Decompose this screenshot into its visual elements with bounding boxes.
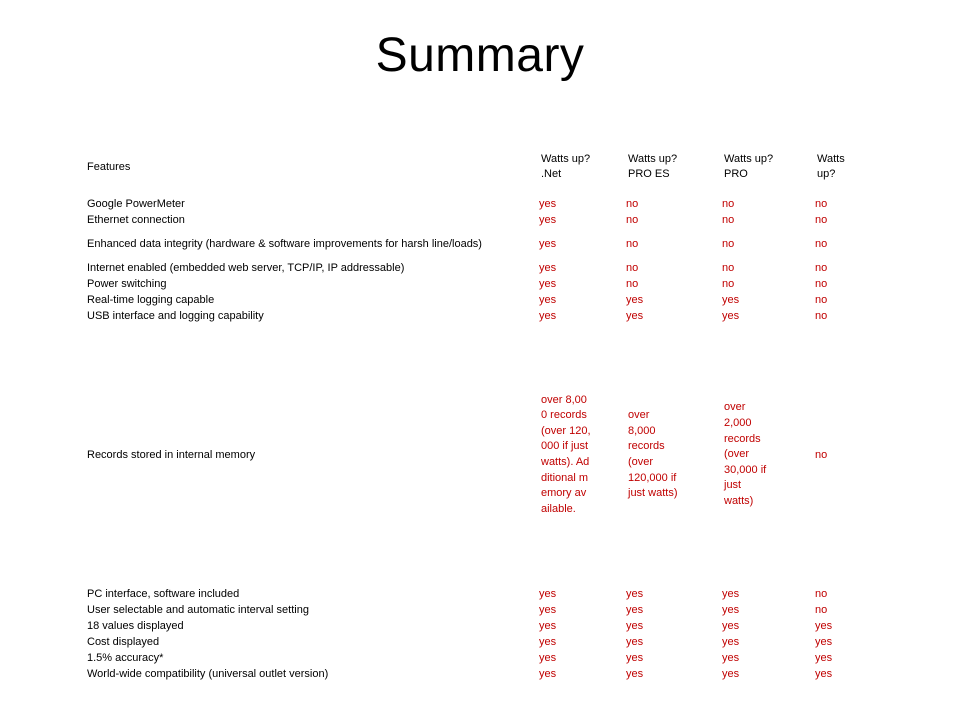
feature-label: Real-time logging capable: [87, 294, 215, 306]
table-row: [84, 292, 872, 308]
value-pro: yes: [722, 636, 740, 648]
value-pro: yes: [722, 310, 740, 322]
header-col-pro-es-label: Watts up? PRO ES: [628, 153, 678, 180]
value-pro: yes: [722, 620, 740, 632]
table-row: [84, 634, 872, 650]
header-col-pro: [719, 138, 812, 196]
value-pro-es: no: [626, 198, 639, 210]
value-net: yes: [539, 198, 557, 210]
feature-label: Ethernet connection: [87, 214, 185, 226]
value-pro-es: yes: [626, 636, 644, 648]
value-pro: yes: [722, 588, 740, 600]
value-pro: yes: [722, 668, 740, 680]
feature-label: Power switching: [87, 278, 167, 290]
table-row: [84, 586, 872, 602]
value-pro: yes: [722, 604, 740, 616]
value-pro-es: yes: [626, 652, 644, 664]
header-col-basic: [812, 138, 872, 196]
value-pro: no: [722, 238, 735, 250]
value-net: yes: [539, 604, 557, 616]
value-net: yes: [539, 262, 557, 274]
value-pro-es: [623, 324, 719, 586]
summary-table: [84, 138, 872, 682]
value-basic: no: [815, 604, 828, 616]
value-basic: no: [815, 214, 828, 226]
value-basic: yes: [815, 620, 833, 632]
value-basic: no: [815, 310, 828, 322]
value-pro-es: yes: [626, 588, 644, 600]
header-col-basic-label: Watts up?: [817, 153, 845, 180]
table-row: [84, 196, 872, 212]
table-row: [84, 276, 872, 292]
value-pro-es: no: [626, 214, 639, 226]
feature-label: World-wide compatibility (universal outlet version): [87, 668, 329, 680]
value-basic: yes: [815, 668, 833, 680]
feature-label: USB interface and logging capability: [87, 310, 264, 322]
header-col-net-label: Watts up? .Net: [541, 153, 591, 180]
table-row: [84, 308, 872, 324]
table-row: [84, 260, 872, 276]
value-basic: no: [815, 449, 828, 461]
records-pro-es-text: over 8,000 records (over 120,000 if just watts): [628, 409, 678, 500]
table-row-records: [84, 324, 872, 586]
value-pro: no: [722, 214, 735, 226]
value-basic: yes: [815, 652, 833, 664]
value-pro: yes: [722, 294, 740, 306]
value-net: yes: [539, 238, 557, 250]
value-net: yes: [539, 278, 557, 290]
value-net: yes: [539, 668, 557, 680]
page-title: Summary: [375, 29, 585, 82]
value-basic: no: [815, 262, 828, 274]
value-pro-es: no: [626, 262, 639, 274]
value-basic: yes: [815, 636, 833, 648]
value-net: yes: [539, 588, 557, 600]
value-pro: [719, 324, 812, 586]
header-col-net: [536, 138, 623, 196]
table-row: [84, 666, 872, 682]
header-features: Features: [87, 161, 131, 173]
records-pro-text: over 2,000 records (over 30,000 if just watts): [724, 401, 767, 507]
value-basic: no: [815, 238, 828, 250]
feature-label: PC interface, software included: [87, 588, 240, 600]
feature-label: Cost displayed: [87, 636, 160, 648]
value-basic: no: [815, 198, 828, 210]
table-row: [84, 228, 872, 260]
value-pro-es: yes: [626, 668, 644, 680]
feature-label: 1.5% accuracy*: [87, 652, 164, 664]
value-pro: no: [722, 262, 735, 274]
table-header-row: [84, 138, 872, 196]
feature-label: Internet enabled (embedded web server, TCP/IP, IP addressable): [87, 262, 405, 274]
feature-label: Google PowerMeter: [87, 198, 185, 210]
value-net: yes: [539, 310, 557, 322]
table-row: [84, 618, 872, 634]
header-col-pro-label: Watts up? PRO: [724, 153, 774, 180]
value-basic: no: [815, 294, 828, 306]
table-row: [84, 650, 872, 666]
feature-label: Enhanced data integrity (hardware & software improvements for harsh line/loads): [87, 238, 482, 250]
value-pro: no: [722, 198, 735, 210]
value-net: yes: [539, 294, 557, 306]
feature-label: 18 values displayed: [87, 620, 184, 632]
feature-label: Records stored in internal memory: [87, 449, 256, 461]
value-pro-es: yes: [626, 620, 644, 632]
value-pro-es: yes: [626, 604, 644, 616]
value-net: [536, 324, 623, 586]
records-net-text: over 8,000 records (over 120,000 if just watts). Additional memory available.: [541, 393, 591, 515]
value-net: yes: [539, 620, 557, 632]
value-pro: no: [722, 278, 735, 290]
feature-label: User selectable and automatic interval setting: [87, 604, 309, 616]
value-net: yes: [539, 636, 557, 648]
value-pro-es: yes: [626, 310, 644, 322]
value-pro: yes: [722, 652, 740, 664]
value-basic: no: [815, 588, 828, 600]
table-row: [84, 602, 872, 618]
table-row: [84, 212, 872, 228]
header-col-pro-es: [623, 138, 719, 196]
value-net: yes: [539, 652, 557, 664]
value-pro-es: no: [626, 238, 639, 250]
value-pro-es: yes: [626, 294, 644, 306]
value-net: yes: [539, 214, 557, 226]
value-basic: no: [815, 278, 828, 290]
value-pro-es: no: [626, 278, 639, 290]
